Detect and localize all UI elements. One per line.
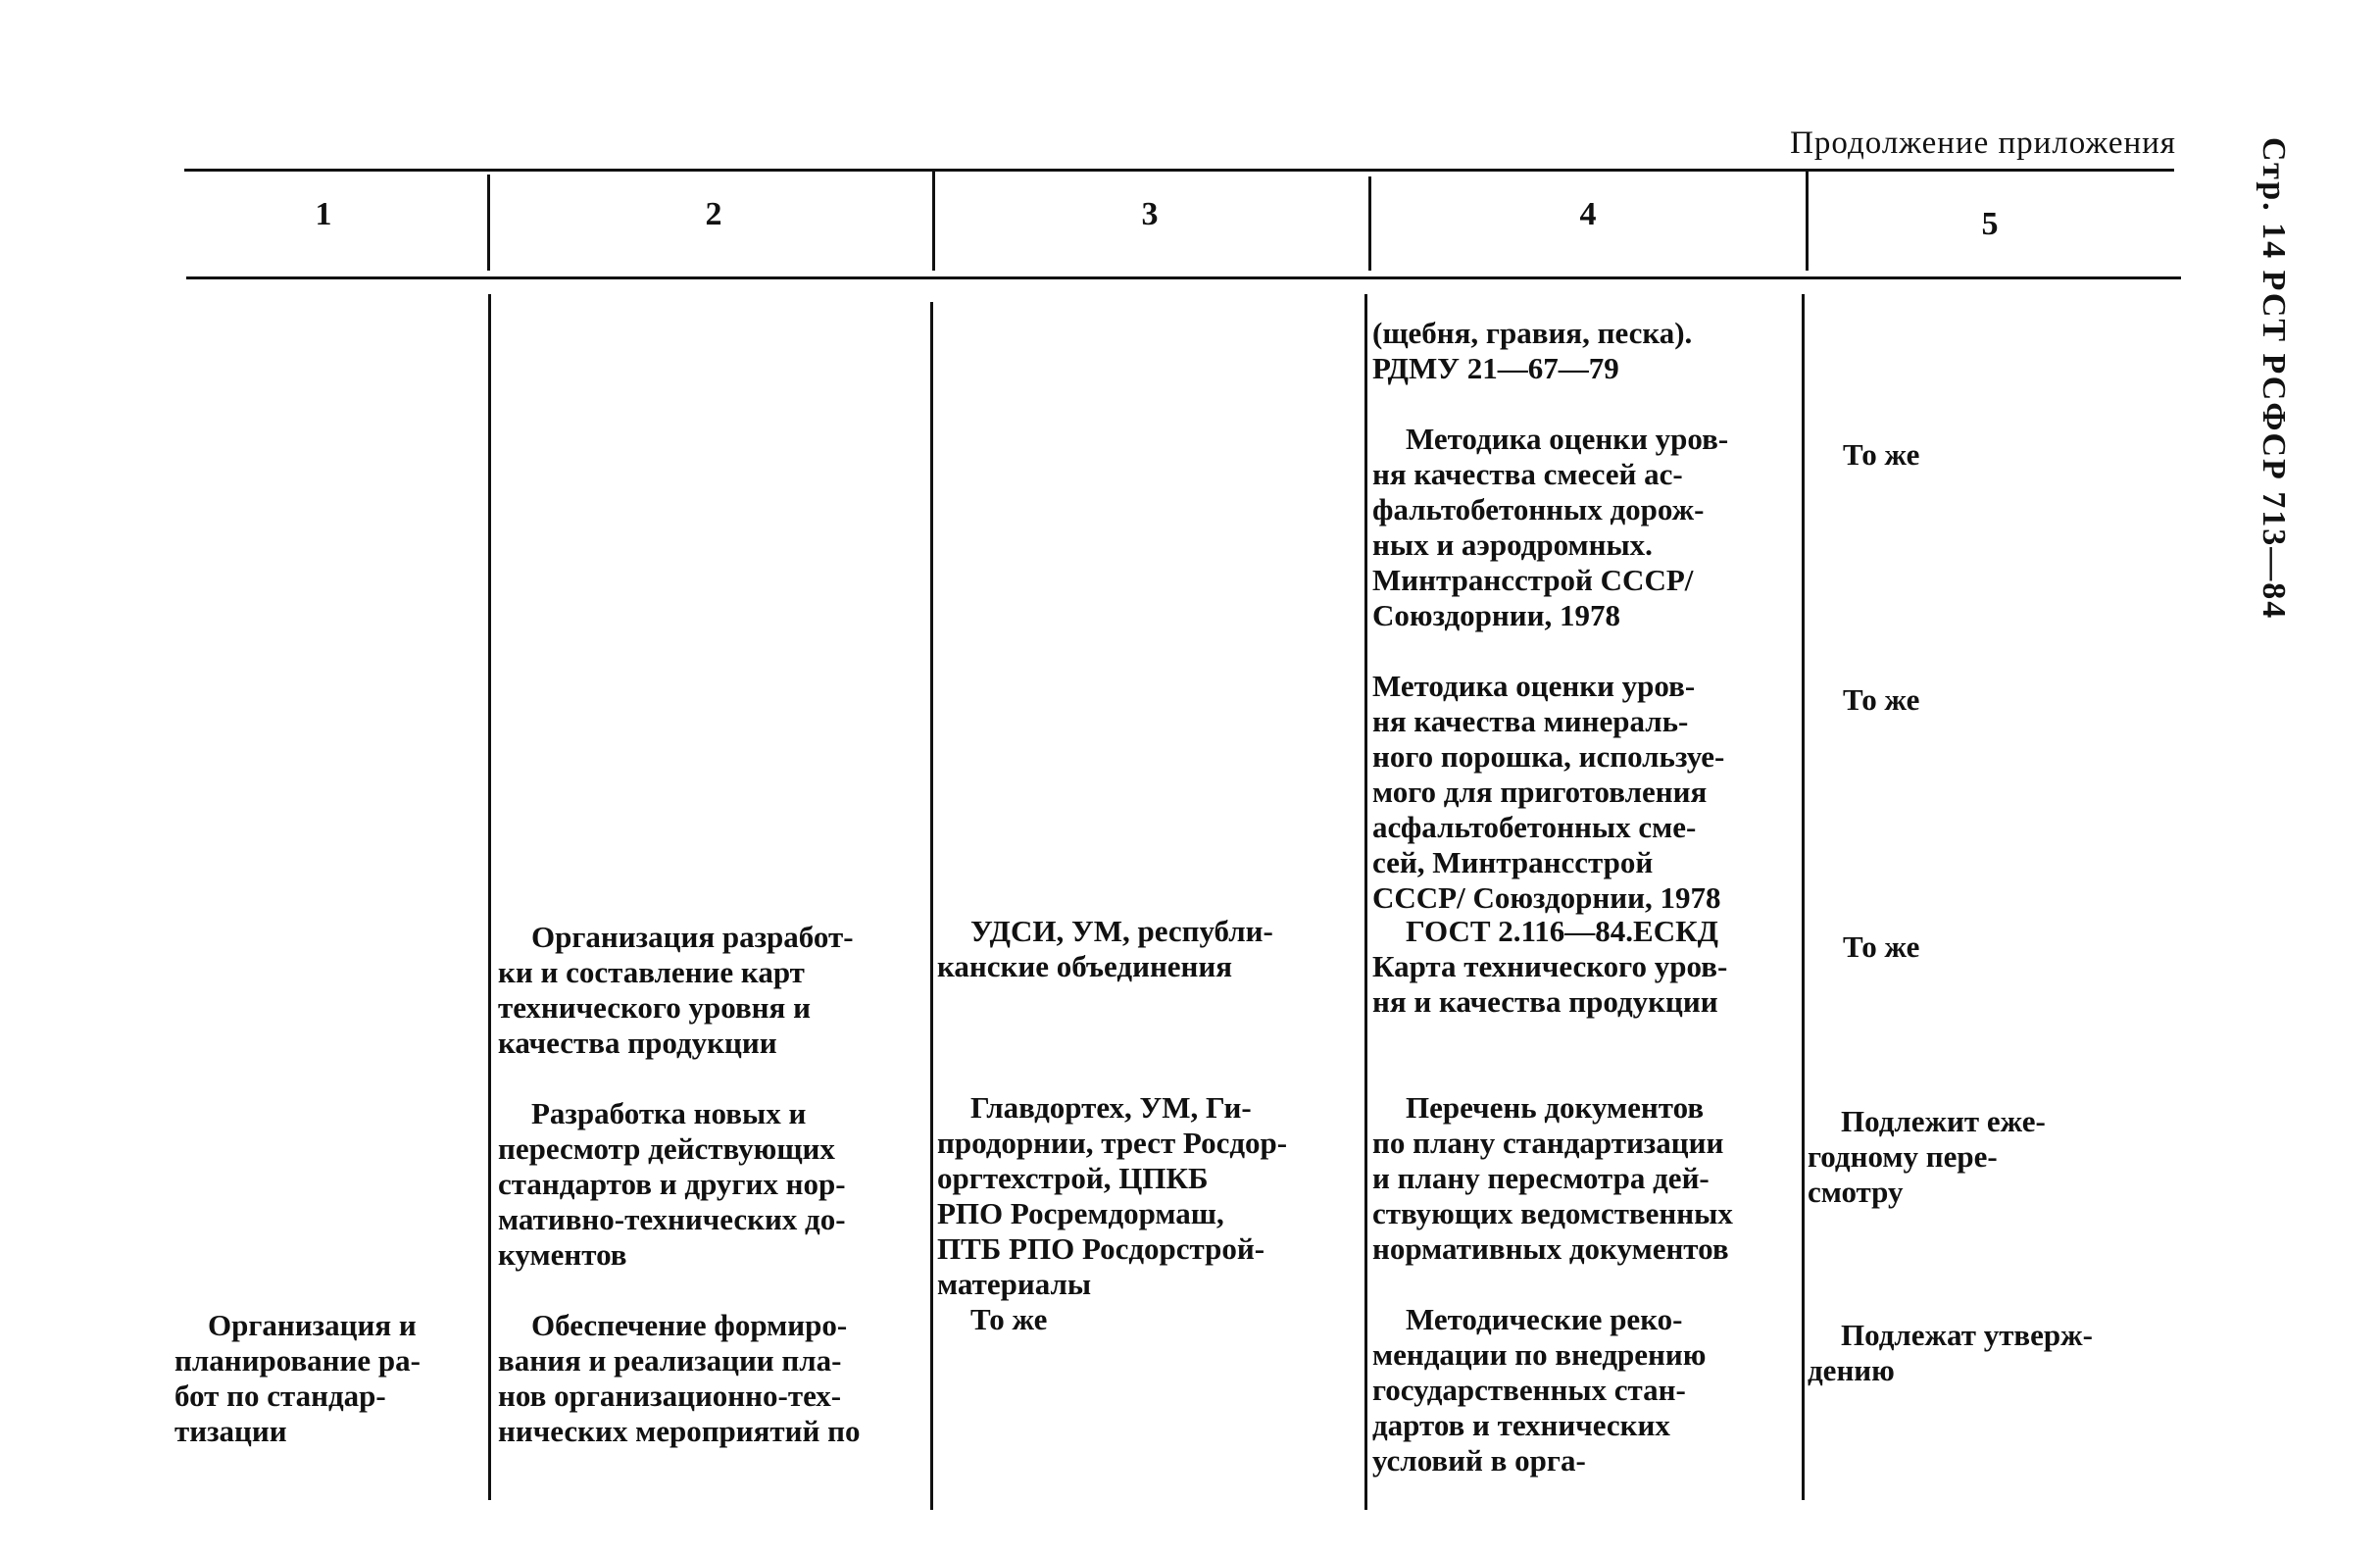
column-divider-4 [1806, 172, 1809, 271]
cell-line: Организация и [208, 1308, 417, 1342]
cell-line: Подлежат утверж- [1841, 1318, 2093, 1352]
cell-line: Союздорнии, 1978 [1372, 598, 1620, 632]
cell-line: РПО Росремдормаш, [937, 1196, 1224, 1230]
cell-col3-row6 [937, 1302, 1047, 1337]
cell-line: ня качества смесей ас- [1372, 457, 1683, 491]
cell-line: ГОСТ 2.116—84.ЕСКД [1406, 914, 1718, 948]
column-number-1: 1 [315, 196, 332, 232]
cell-line: ных и аэродромных. [1372, 527, 1653, 562]
cell-line: Разработка новых и [531, 1096, 807, 1130]
cell-line: продорнии, трест Росдор- [937, 1126, 1288, 1160]
cell-line: УДСИ, УМ, республи- [970, 914, 1273, 948]
column-number-2: 2 [705, 196, 722, 232]
cell-col4-row3 [1372, 669, 1724, 916]
cell-line: Методика оценки уров- [1406, 422, 1729, 456]
cell-line: нов организационно-тех- [498, 1379, 842, 1413]
cell-line: пересмотр действующих [498, 1131, 835, 1166]
cell-line: мендации по внедрению [1372, 1337, 1707, 1372]
cell-line: мого для приготовления [1372, 775, 1708, 809]
column-number-5: 5 [1981, 206, 1999, 242]
table-header-rule [186, 276, 2181, 279]
cell-line: РДМУ 21—67—79 [1372, 351, 1619, 385]
cell-col5-row2 [1843, 437, 1919, 473]
cell-line: вания и реализации пла- [498, 1343, 842, 1378]
cell-line: нормативных документов [1372, 1231, 1729, 1266]
cell-line: То же [1843, 437, 1920, 472]
cell-line: ки и составление карт [498, 955, 805, 989]
cell-line: То же [1843, 682, 1920, 717]
cell-col4-row6 [1372, 1302, 1706, 1479]
cell-line: Перечень документов [1406, 1090, 1705, 1125]
cell-line: материалы [937, 1267, 1092, 1301]
cell-col4-row2 [1372, 422, 1728, 633]
cell-line: То же [970, 1302, 1048, 1336]
cell-line: годному пере- [1808, 1139, 1998, 1174]
column-number-3: 3 [1141, 196, 1159, 232]
cell-line: сей, Минтрансстрой [1372, 845, 1654, 879]
cell-col3-row5 [937, 1090, 1287, 1302]
column-number-4: 4 [1579, 196, 1597, 232]
cell-line: дартов и технических [1372, 1408, 1670, 1442]
cell-col3-row4 [937, 914, 1273, 984]
cell-line: (щебня, гравия, песка). [1372, 316, 1693, 350]
cell-line: асфальтобетонных сме- [1372, 810, 1697, 844]
cell-line: Минтрансстрой СССР/ [1372, 563, 1694, 597]
cell-line: ня и качества продукции [1372, 984, 1718, 1019]
cell-line: канские объединения [937, 949, 1233, 983]
cell-col4-row1 [1372, 316, 1692, 386]
cell-line: условий в орга- [1372, 1443, 1586, 1478]
cell-line: Карта технического уров- [1372, 949, 1728, 983]
column-divider-4-body [1802, 294, 1805, 1500]
cell-line: ня качества минераль- [1372, 704, 1689, 738]
cell-line: тизации [174, 1414, 287, 1448]
cell-col5-row3 [1843, 682, 1919, 718]
cell-col4-row4 [1372, 914, 1727, 1020]
cell-line: Главдортех, УМ, Ги- [970, 1090, 1252, 1125]
cell-line: ПТБ РПО Росдорстрой- [937, 1231, 1265, 1266]
cell-line: СССР/ Союздорнии, 1978 [1372, 880, 1721, 915]
cell-line: бот по стандар- [174, 1379, 386, 1413]
cell-line: Обеспечение формиро- [531, 1308, 848, 1342]
table-top-rule [184, 169, 2174, 172]
cell-line: смотру [1808, 1175, 1904, 1209]
cell-col1-row6 [174, 1308, 421, 1449]
column-divider-2 [932, 169, 935, 271]
cell-line: стандартов и других нор- [498, 1167, 846, 1201]
page-side-header: Стр. 14 РСТ РСФСР 713—84 [2256, 137, 2292, 621]
column-divider-3 [1368, 176, 1371, 271]
cell-line: государственных стан- [1372, 1373, 1686, 1407]
cell-col4-row5 [1372, 1090, 1733, 1267]
cell-line: кументов [498, 1237, 627, 1272]
cell-col2-row5 [498, 1096, 846, 1273]
column-divider-3-body [1364, 294, 1367, 1510]
cell-line: Методические реко- [1406, 1302, 1683, 1336]
cell-line: Подлежит еже- [1841, 1104, 2046, 1138]
cell-line: мативно-технических до- [498, 1202, 846, 1236]
cell-line: качества продукции [498, 1026, 777, 1060]
cell-line: технического уровня и [498, 990, 811, 1025]
cell-line: оргтехстрой, ЦПКБ [937, 1161, 1209, 1195]
cell-line: Методика оценки уров- [1372, 669, 1696, 703]
cell-col5-row4 [1843, 929, 1919, 965]
cell-line: Организация разработ- [531, 920, 854, 954]
column-divider-1-body [488, 294, 491, 1500]
cell-col5-row6 [1808, 1318, 2093, 1388]
continuation-label: Продолжение приложения [1790, 125, 2176, 161]
cell-line: нических мероприятий по [498, 1414, 861, 1448]
cell-col5-row5 [1808, 1104, 2046, 1210]
cell-line: и плану пересмотра дей- [1372, 1161, 1710, 1195]
cell-line: То же [1843, 929, 1920, 964]
cell-line: ствующих ведомственных [1372, 1196, 1733, 1230]
column-divider-1 [487, 175, 490, 271]
cell-col2-row4 [498, 920, 854, 1061]
column-divider-2-body [930, 302, 933, 1510]
cell-line: по плану стандартизации [1372, 1126, 1724, 1160]
cell-line: планирование ра- [174, 1343, 421, 1378]
cell-line: ного порошка, используе- [1372, 739, 1725, 774]
cell-col2-row6 [498, 1308, 861, 1449]
cell-line: фальтобетонных дорож- [1372, 492, 1705, 526]
cell-line: дению [1808, 1353, 1895, 1387]
